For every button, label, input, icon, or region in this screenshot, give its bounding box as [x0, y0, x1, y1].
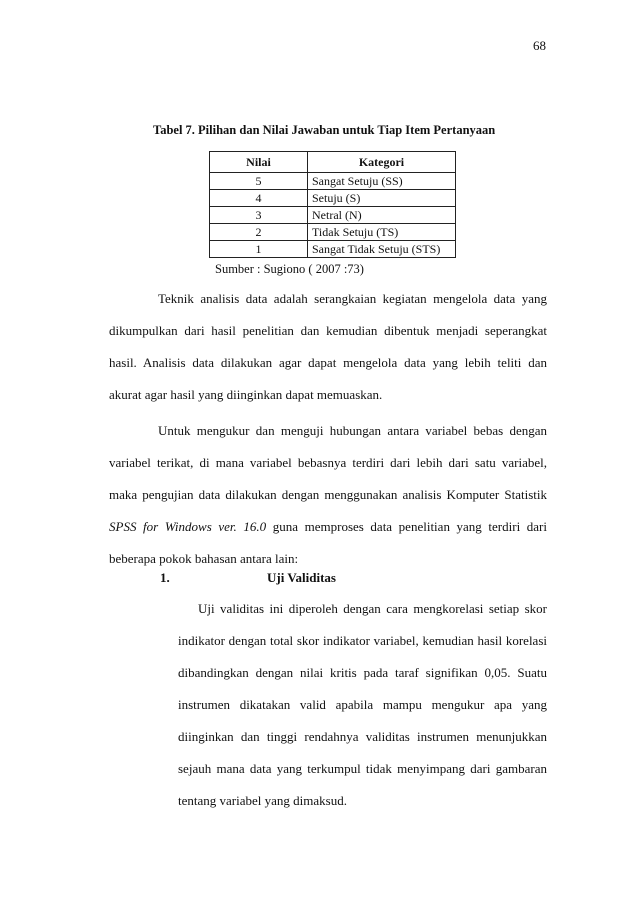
- paragraph-line: dikumpulkan dari hasil penelitian dan kemudian dibentuk menjadi seperangkat: [109, 323, 547, 338]
- table-row: [210, 207, 456, 224]
- cell-kategori: Tidak Setuju (TS): [308, 224, 456, 241]
- cell-kategori: Netral (N): [308, 207, 456, 224]
- header-kategori: Kategori: [308, 152, 456, 173]
- paragraph-line: Teknik analisis data adalah serangkaian kegiatan mengelola data yang: [158, 291, 547, 306]
- paragraph-line: maka pengujian data dilakukan dengan menggunakan analisis Komputer Statistik: [109, 487, 547, 502]
- section-number: 1.: [160, 570, 170, 585]
- cell-kategori: Sangat Setuju (SS): [308, 173, 456, 190]
- answer-category-table: [209, 151, 456, 258]
- paragraph-line: tentang variabel yang dimaksud.: [178, 793, 347, 808]
- paragraph-line: akurat agar hasil yang diinginkan dapat memuaskan.: [109, 387, 383, 402]
- cell-nilai: 3: [210, 207, 308, 224]
- paragraph-line: variabel terikat, di mana variabel bebasnya terdiri dari lebih dari satu variabel,: [109, 455, 547, 470]
- paragraph-line: dibandingkan dengan nilai kritis pada taraf signifikan 0,05. Suatu: [178, 665, 547, 680]
- paragraph-line: [109, 518, 547, 550]
- paragraph-analysis: [109, 290, 547, 418]
- paragraph-line: beberapa pokok bahasan antara lain:: [109, 551, 299, 566]
- cell-kategori: Sangat Tidak Setuju (STS): [308, 241, 456, 258]
- table-row: [210, 173, 456, 190]
- cell-kategori: Setuju (S): [308, 190, 456, 207]
- paragraph-line: Uji validitas ini diperoleh dengan cara mengkorelasi setiap skor: [198, 601, 547, 616]
- paragraph-line: hasil. Analisis data dilakukan agar dapat mengelola data yang lebih teliti dan: [109, 355, 547, 370]
- paragraph-line: diinginkan dan tinggi rendahnya validitas instrumen menunjukkan: [178, 729, 547, 744]
- paragraph-measurement: [109, 422, 547, 582]
- paragraph-line: instrumen dikatakan valid apabila mampu mengukur apa yang: [178, 697, 547, 712]
- paragraph-line: indikator dengan total skor indikator variabel, kemudian hasil korelasi: [178, 633, 547, 648]
- table-row: [210, 224, 456, 241]
- section-title: Uji Validitas: [267, 570, 336, 585]
- page-number: 68: [533, 38, 546, 53]
- paragraph-line: Untuk mengukur dan menguji hubungan antara variabel bebas dengan: [158, 423, 547, 438]
- table-header-row: [210, 152, 456, 173]
- section-heading: [160, 570, 336, 586]
- cell-nilai: 4: [210, 190, 308, 207]
- table-source: Sumber : Sugiono ( 2007 :73): [215, 262, 364, 276]
- paragraph-validity: [178, 600, 547, 824]
- paragraph-line-rest: guna memproses data penelitian yang terdiri dari: [266, 519, 547, 534]
- header-nilai: Nilai: [210, 152, 308, 173]
- cell-nilai: 2: [210, 224, 308, 241]
- table-title: Tabel 7. Pilihan dan Nilai Jawaban untuk Tiap Item Pertanyaan: [153, 123, 496, 137]
- table-row: [210, 190, 456, 207]
- table-row: [210, 241, 456, 258]
- paragraph-line: sejauh mana data yang terkumpul tidak menyimpang dari gambaran: [178, 761, 547, 776]
- cell-nilai: 5: [210, 173, 308, 190]
- software-name: SPSS for Windows ver. 16.0: [109, 519, 267, 534]
- cell-nilai: 1: [210, 241, 308, 258]
